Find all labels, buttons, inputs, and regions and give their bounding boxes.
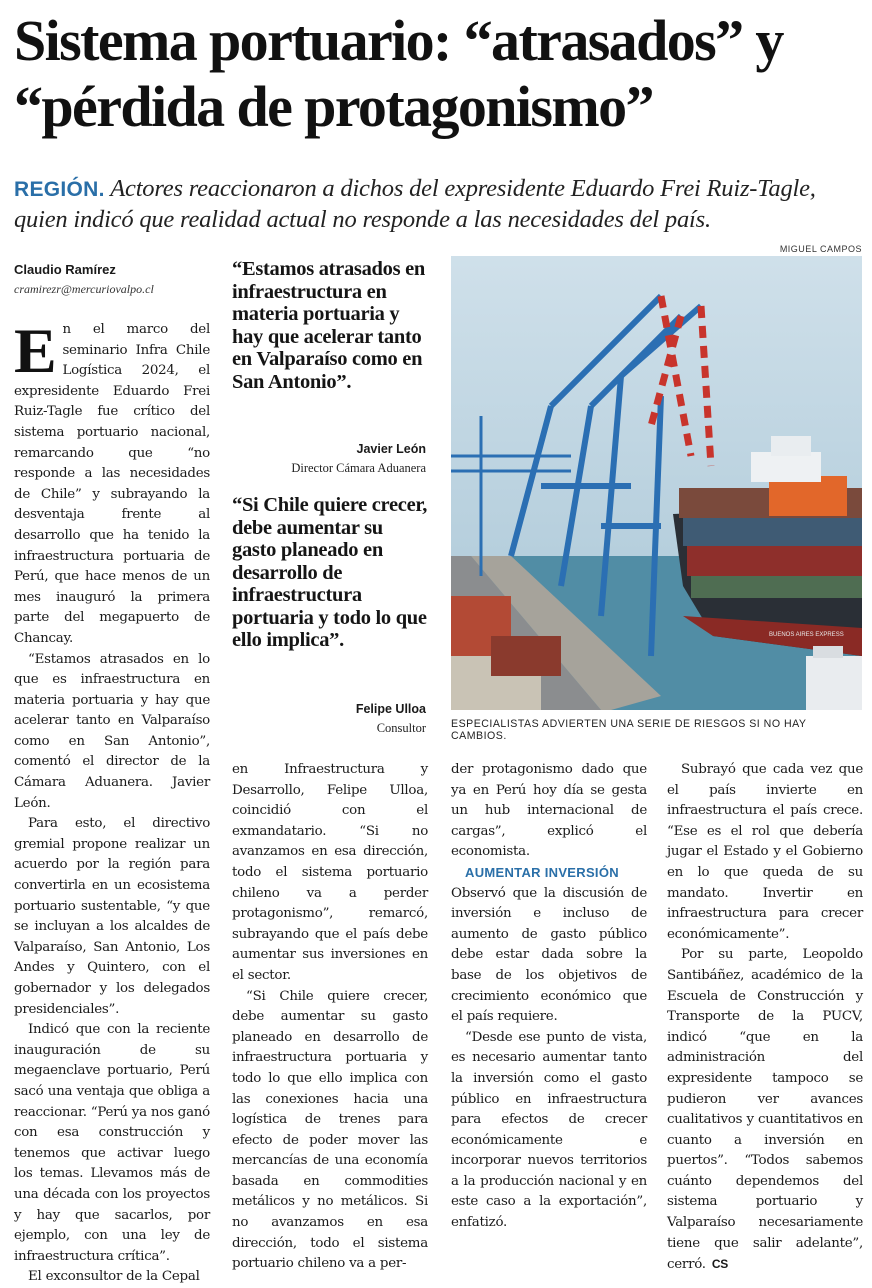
body-column-1 xyxy=(14,315,210,1288)
photo-caption: ESPECIALISTAS ADVIERTEN UNA SERIE DE RIESGOS SI NO HAY CAMBIOS. xyxy=(451,718,807,742)
body-paragraph: “Desde ese punto de vista, es necesario aumentar tanto la inversión como el gasto público en infraestructura para efectos de crecer económicamente e incorporar nuevos territorios a la producción nacional y en este caso a la exportación”, enfatizó. xyxy=(451,1029,647,1231)
body-paragraph: Subrayó que cada vez que el país invierte en infraestructura el país crece. “Ese es el rol que debería jugar el Estado y el Gobierno en lo que queda de su mandato. Invertir en infraestructura para crecer económicamente”. xyxy=(667,762,863,942)
section-subhead: AUMENTAR INVERSIÓN xyxy=(465,864,619,880)
body-paragraph: Indicó que con la reciente inauguración de su megaenclave portuario, Perú sacó una ventaja que obliga a reaccionar. “Perú ya nos ganó con esa construcción y tenemos que activar luego los temas. Llevamos más de una década con los proyectos y hay que sacarlos, por ejemplo, con una ley de infraestructura crítica”. xyxy=(14,1022,210,1264)
port-illustration xyxy=(451,256,862,710)
headline: Sistema portuario: “atrasados” y “pérdida de protagonismo” xyxy=(14,8,783,139)
pull-quote-1: “Estamos atrasados en infraestructura en materia portuaria y hay que acelerar tanto en Valparaíso como en San Antonio”. xyxy=(232,258,426,393)
body-column-3 xyxy=(451,760,647,1234)
body-paragraph: El exconsultor de la Cepal xyxy=(28,1269,200,1285)
quote-2-name: Felipe Ulloa xyxy=(355,702,426,716)
port-cranes-photo xyxy=(451,256,862,710)
drop-cap: E xyxy=(14,315,57,386)
author-email[interactable]: cramirezr@mercuriovalpo.cl xyxy=(14,282,154,296)
quote-1-name: Javier León xyxy=(356,442,426,456)
end-mark: CS xyxy=(711,1257,728,1272)
author-name: Claudio Ramírez xyxy=(14,262,116,277)
body-column-2 xyxy=(232,760,428,1275)
lead-text: Actores reaccionaron a dichos del expresidente Eduardo Frei Ruiz-Tagle, quien indicó que realidad actual no responde a las necesidades del país. xyxy=(14,175,816,233)
photo-credit: MIGUEL CAMPOS xyxy=(779,244,862,254)
quote-2-role: Consultor xyxy=(376,721,426,735)
lead-paragraph xyxy=(14,174,864,235)
quote-1-role: Director Cámara Aduanera xyxy=(291,461,426,475)
body-column-4 xyxy=(667,760,863,1276)
body-paragraph: “Si Chile quiere crecer, debe aumentar su gasto planeado en desarrollo de infraestructura portuaria y todo lo que ello implica con las conexiones hacia una logística de trenes para efecto de poder mover las mercancías de una economía basada en commodities metálicos y no metálicos. Si no avanzamos en esa dirección, todo el sistema portuario chileno va a per- xyxy=(232,988,428,1272)
body-paragraph: der protagonismo dado que ya en Perú hoy día se gesta un hub internacional de cargas”, explicó el economista. xyxy=(451,762,647,860)
body-paragraph: “Estamos atrasados en lo que es infraestructura en materia portuaria y hay que acelerar tanto en Valparaíso como en San Antonio”, comentó el director de la Cámara Aduanera. Javier León. xyxy=(14,651,210,811)
ship-name-text: BUENOS AIRES EXPRESS xyxy=(769,632,844,638)
pull-quote-2: “Si Chile quiere crecer, debe aumentar su gasto planeado en desarrollo de infraestructura portuaria y todo lo que ello implica”. xyxy=(232,494,428,651)
body-paragraph: Por su parte, Leopoldo Santibáñez, académico de la Escuela de Construcción y Transporte de la PUCV, indicó “que en la administración del expresidente tampoco se pudieron ver avances cualitativos y cuantitativos en cuanto a inversión en puertos”. “Todos sabemos cuánto dependemos del sistema portuario y Valparaíso necesariamente tiene que salir adelante”, cerró. CS xyxy=(667,947,863,1273)
body-paragraph: En el marco del seminario Infra Chile Logística 2024, el expresidente Eduardo Frei Ruiz-Tagle fue crítico del sistema portuario nacional, remarcando que “no responde a las necesidades de Chile” y subrayando la desventaja frente al desarrollo que ha tenido la infraestructura portuaria de Perú, que hace menos de un mes inauguró la primera parte del megapuerto de Chancay. xyxy=(14,315,210,646)
lead-kicker: REGIÓN. xyxy=(14,178,105,201)
body-paragraph: Para esto, el directivo gremial propone realizar un acuerdo por la región para convertirla en un ecosistema portuario sustentable, “y que se incluyan a los alcaldes de Valparaíso, San Antonio, Los Andes y Quintero, con el gobernador y los delegados presidenciales”. xyxy=(14,816,210,1017)
body-paragraph: en Infraestructura y Desarrollo, Felipe Ulloa, coincidió con el exmandatario. “Si no avanzamos en esa dirección, todo el sistema portuario chileno va a perder protagonismo”, remarcó, subrayando que el país debe aumentar sus inversiones en el sector. xyxy=(232,762,428,983)
body-paragraph: Observó que la discusión de inversión e incluso de aumento de gasto público debe estar dada sobre la base de los objetivos de crecimiento económico que el país requiere. xyxy=(451,885,647,1025)
